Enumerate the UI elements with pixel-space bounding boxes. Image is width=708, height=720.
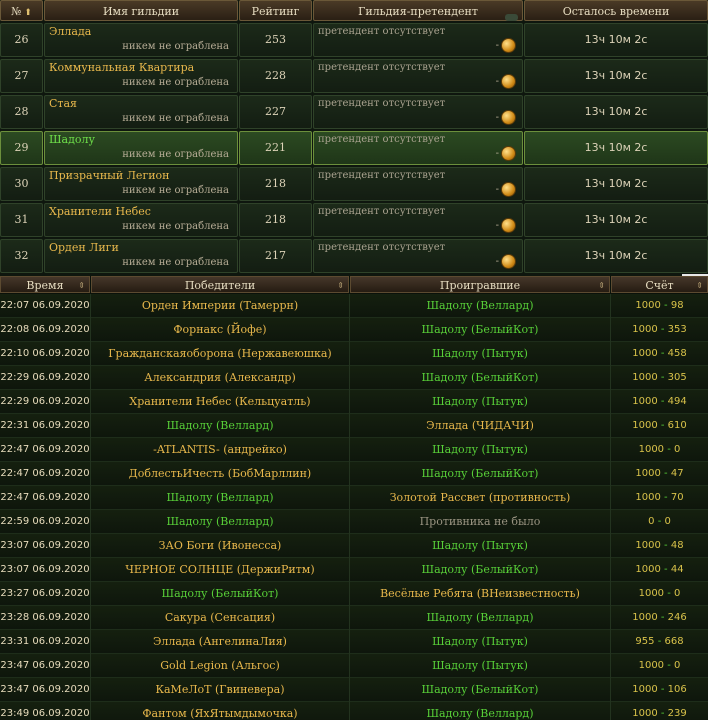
- battle-winner[interactable]: ДоблестьИчесть (БобМарллин): [128, 467, 312, 480]
- column-header-time[interactable]: [0, 276, 90, 293]
- battle-row: [0, 510, 708, 534]
- guild-rank: 32: [0, 239, 43, 273]
- column-header-number[interactable]: № ⬆: [0, 0, 43, 21]
- claimant-dash: -: [495, 76, 499, 87]
- score-loser: 98: [670, 300, 684, 311]
- claimant-dash: -: [495, 256, 499, 267]
- score-winner: 1000: [632, 612, 658, 623]
- robbery-status: никем не ограблена: [122, 41, 229, 52]
- score-loser: 668: [664, 636, 684, 647]
- battle-winner[interactable]: Сакура (Сенсация): [164, 611, 276, 624]
- scroll-knob[interactable]: [505, 14, 518, 21]
- guild-name[interactable]: Хранители Небес: [49, 205, 151, 218]
- sort-icon: ⇕: [78, 281, 85, 290]
- battle-loser[interactable]: Шадолу (Веллард): [426, 707, 534, 720]
- battle-row: [0, 534, 708, 558]
- guild-row[interactable]: [0, 130, 708, 165]
- battle-time: 22:29 06.09.2020: [0, 372, 90, 383]
- score-loser: 458: [667, 348, 687, 359]
- battle-time: 22:47 06.09.2020: [0, 468, 90, 479]
- guild-name[interactable]: Стая: [49, 97, 77, 110]
- battle-loser[interactable]: Шадолу (БелыйКот): [421, 371, 539, 384]
- score-loser: 0: [664, 516, 671, 527]
- battle-score: 1000 - 610: [632, 420, 687, 431]
- guild-name-cell: [44, 167, 238, 201]
- battle-row: [0, 390, 708, 414]
- battle-winner[interactable]: -ATLANTIS- (андрейко): [153, 443, 287, 456]
- claimant-cell: [313, 95, 523, 129]
- battle-time: 23:28 06.09.2020: [0, 612, 90, 623]
- guild-name-cell: [44, 239, 238, 273]
- battle-winner[interactable]: Фантом (ЯхЯтымдымочка): [142, 707, 298, 720]
- score-loser: 48: [670, 540, 684, 551]
- guild-rating: 217: [239, 239, 312, 273]
- battle-row: [0, 486, 708, 510]
- battle-score: 1000 - 106: [632, 684, 687, 695]
- guild-name-cell: [44, 131, 238, 165]
- battle-score: 1000 - 494: [632, 396, 687, 407]
- battle-winner[interactable]: Александрия (Александр): [144, 371, 296, 384]
- score-winner: 1000: [632, 708, 658, 719]
- guild-name[interactable]: Коммунальная Квартира: [49, 61, 195, 74]
- column-header-losers-label: Проигравшие: [439, 279, 521, 292]
- guild-rank: 29: [0, 131, 43, 165]
- battle-time: 23:49 06.09.2020: [0, 708, 90, 719]
- attack-coin-icon[interactable]: [501, 110, 516, 125]
- guild-row[interactable]: [0, 166, 708, 201]
- battle-score: 1000 - 239: [632, 708, 687, 719]
- guild-rating: 218: [239, 203, 312, 237]
- battle-winner[interactable]: Хранители Небес (Кельцуатль): [129, 395, 311, 408]
- battle-loser[interactable]: Эллада (ЧИДАЧИ): [426, 419, 534, 432]
- claimant-status: претендент отсутствует: [318, 170, 446, 181]
- battle-score: 1000 - 246: [632, 612, 687, 623]
- battle-winner[interactable]: Эллада (АнгелинаЛия): [153, 635, 287, 648]
- battle-score: 1000 - 0: [638, 588, 681, 599]
- guild-rating: 253: [239, 23, 312, 57]
- score-winner: 1000: [632, 324, 658, 335]
- column-header-score-label: Счёт: [645, 279, 674, 292]
- score-loser: 494: [667, 396, 687, 407]
- score-loser: 0: [674, 588, 681, 599]
- score-winner: 1000: [632, 684, 658, 695]
- battle-score: 1000 - 305: [632, 372, 687, 383]
- guild-name[interactable]: Орден Лиги: [49, 241, 119, 254]
- guild-name-cell: [44, 23, 238, 57]
- battle-winner[interactable]: КаМеЛоТ (Гвиневера): [155, 683, 285, 696]
- battle-score: 1000 - 70: [635, 492, 684, 503]
- battle-loser[interactable]: Шадолу (Пытук): [432, 443, 528, 456]
- battle-time: 22:07 06.09.2020: [0, 300, 90, 311]
- robbery-status: никем не ограблена: [122, 77, 229, 88]
- column-header-time-label: Время: [26, 279, 64, 292]
- battle-row: [0, 318, 708, 342]
- battle-loser[interactable]: Шадолу (Пытук): [432, 659, 528, 672]
- time-left: 13ч 10м 2с: [524, 59, 708, 93]
- claimant-status: претендент отсутствует: [318, 98, 446, 109]
- battle-loser[interactable]: Золотой Рассвет (противность): [389, 491, 571, 504]
- score-loser: 44: [670, 564, 684, 575]
- guild-rank: 26: [0, 23, 43, 57]
- sort-icon: ⇕: [696, 281, 703, 290]
- time-left: 13ч 10м 2с: [524, 239, 708, 273]
- attack-coin-icon[interactable]: [501, 74, 516, 89]
- score-winner: 1000: [635, 564, 661, 575]
- battle-row: [0, 558, 708, 582]
- guild-name-cell: [44, 59, 238, 93]
- battle-loser[interactable]: Весёлые Ребята (ВНеизвестность): [380, 587, 580, 600]
- column-divider: [90, 294, 91, 720]
- score-loser: 47: [670, 468, 684, 479]
- column-header-time-left[interactable]: Осталось времени: [524, 0, 708, 21]
- guild-rank: 31: [0, 203, 43, 237]
- battle-time: 23:31 06.09.2020: [0, 636, 90, 647]
- battle-loser[interactable]: Шадолу (БелыйКот): [421, 323, 539, 336]
- battle-history-table: [0, 276, 708, 720]
- score-winner: 1000: [632, 372, 658, 383]
- battle-row: [0, 294, 708, 318]
- score-loser: 0: [674, 660, 681, 671]
- score-loser: 353: [667, 324, 687, 335]
- battle-row: [0, 414, 708, 438]
- claimant-cell: [313, 131, 523, 165]
- column-divider: [349, 294, 350, 720]
- battle-score: 1000 - 44: [635, 564, 684, 575]
- battle-score: 1000 - 353: [632, 324, 687, 335]
- column-header-losers[interactable]: [350, 276, 610, 293]
- guild-rating: 227: [239, 95, 312, 129]
- time-left: 13ч 10м 2с: [524, 95, 708, 129]
- score-loser: 610: [667, 420, 687, 431]
- column-header-winners[interactable]: [91, 276, 349, 293]
- robbery-status: никем не ограблена: [122, 221, 229, 232]
- battle-loser[interactable]: Шадолу (БелыйКот): [421, 467, 539, 480]
- battle-winner[interactable]: Шадолу (Веллард): [166, 515, 274, 528]
- robbery-status: никем не ограблена: [122, 185, 229, 196]
- guild-row[interactable]: [0, 202, 708, 237]
- time-left: 13ч 10м 2с: [524, 203, 708, 237]
- time-left: 13ч 10м 2с: [524, 131, 708, 165]
- battle-loser[interactable]: Шадолу (Пытук): [432, 347, 528, 360]
- attack-coin-icon[interactable]: [501, 182, 516, 197]
- attack-coin-icon[interactable]: [501, 218, 516, 233]
- column-header-claimant[interactable]: Гильдия-претендент: [313, 0, 523, 21]
- claimant-cell: [313, 23, 523, 57]
- battle-row: [0, 630, 708, 654]
- battle-time: 22:47 06.09.2020: [0, 492, 90, 503]
- battle-loser[interactable]: Шадолу (Веллард): [426, 611, 534, 624]
- battle-row: [0, 462, 708, 486]
- battle-time: 23:47 06.09.2020: [0, 660, 90, 671]
- battle-time: 22:29 06.09.2020: [0, 396, 90, 407]
- claimant-status: претендент отсутствует: [318, 26, 446, 37]
- robbery-status: никем не ограблена: [122, 113, 229, 124]
- battle-winner[interactable]: Орден Империи (Тамеррн): [141, 299, 299, 312]
- guild-table-header: [0, 0, 708, 22]
- time-left: 13ч 10м 2с: [524, 23, 708, 57]
- battle-winner[interactable]: Шадолу (Веллард): [166, 491, 274, 504]
- battle-row: [0, 654, 708, 678]
- battle-winner[interactable]: Шадолу (Веллард): [166, 419, 274, 432]
- claimant-cell: [313, 239, 523, 273]
- robbery-status: никем не ограблена: [122, 149, 229, 160]
- score-winner: 1000: [632, 396, 658, 407]
- guild-rank: 28: [0, 95, 43, 129]
- battle-loser[interactable]: Шадолу (Пытук): [432, 539, 528, 552]
- battle-winner[interactable]: ЧЕРНОЕ СОЛНЦЕ (ДержиРитм): [125, 563, 315, 576]
- guild-rank: 27: [0, 59, 43, 93]
- claimant-cell: [313, 167, 523, 201]
- battle-loser[interactable]: Шадолу (Пытук): [432, 395, 528, 408]
- claimant-cell: [313, 203, 523, 237]
- score-winner: 1000: [635, 540, 661, 551]
- battle-row: [0, 366, 708, 390]
- guild-row[interactable]: [0, 238, 708, 273]
- battle-score: 1000 - 47: [635, 468, 684, 479]
- claimant-dash: -: [495, 148, 499, 159]
- column-divider: [610, 294, 611, 720]
- battle-time: 22:31 06.09.2020: [0, 420, 90, 431]
- battle-time: 22:59 06.09.2020: [0, 516, 90, 527]
- guild-name-cell: [44, 95, 238, 129]
- battle-row: [0, 702, 708, 720]
- attack-coin-icon[interactable]: [501, 146, 516, 161]
- battle-row: [0, 606, 708, 630]
- guild-rating: 228: [239, 59, 312, 93]
- guild-ranking-table: [0, 0, 708, 276]
- column-header-winners-label: Победители: [184, 279, 256, 292]
- battle-row: [0, 582, 708, 606]
- battle-score: 1000 - 0: [638, 660, 681, 671]
- guild-row[interactable]: [0, 58, 708, 93]
- battle-row: [0, 438, 708, 462]
- guild-rank: 30: [0, 167, 43, 201]
- score-winner: 1000: [638, 660, 665, 671]
- battle-time: 23:27 06.09.2020: [0, 588, 90, 599]
- guild-name[interactable]: Призрачный Легион: [49, 169, 170, 182]
- score-winner: 1000: [638, 588, 665, 599]
- column-header-rating[interactable]: Рейтинг: [239, 0, 312, 21]
- battle-winner[interactable]: Гражданскаяоборона (Нержавеюшка): [108, 347, 332, 360]
- score-winner: 1000: [635, 492, 661, 503]
- battle-winner[interactable]: ЗАО Боги (Ивонесса): [158, 539, 282, 552]
- column-header-guild-name[interactable]: Имя гильдии: [44, 0, 238, 21]
- battle-row: [0, 342, 708, 366]
- sort-icon: ⇕: [598, 281, 605, 290]
- battle-time: 22:47 06.09.2020: [0, 444, 90, 455]
- score-loser: 0: [674, 444, 681, 455]
- guild-name[interactable]: Эллада: [49, 25, 92, 38]
- claimant-status: претендент отсутствует: [318, 206, 446, 217]
- score-loser: 70: [670, 492, 684, 503]
- battle-table-header: [0, 276, 708, 294]
- attack-coin-icon[interactable]: [501, 254, 516, 269]
- battle-loser[interactable]: Противника не было: [419, 515, 541, 528]
- score-loser: 239: [667, 708, 687, 719]
- battle-score: 955 - 668: [635, 636, 684, 647]
- battle-score: 1000 - 0: [638, 444, 681, 455]
- score-loser: 106: [667, 684, 687, 695]
- guild-rating: 221: [239, 131, 312, 165]
- battle-score: 1000 - 48: [635, 540, 684, 551]
- score-winner: 0: [648, 516, 655, 527]
- score-loser: 246: [667, 612, 687, 623]
- battle-loser[interactable]: Шадолу (БелыйКот): [421, 683, 539, 696]
- score-winner: 1000: [632, 348, 658, 359]
- column-header-score[interactable]: [611, 276, 708, 293]
- score-winner: 955: [635, 636, 655, 647]
- claimant-status: претендент отсутствует: [318, 62, 446, 73]
- robbery-status: никем не ограблена: [122, 257, 229, 268]
- claimant-dash: -: [495, 40, 499, 51]
- battle-score: 1000 - 458: [632, 348, 687, 359]
- guild-row[interactable]: [0, 22, 708, 57]
- score-winner: 1000: [635, 300, 661, 311]
- guild-row[interactable]: [0, 94, 708, 129]
- score-winner: 1000: [638, 444, 665, 455]
- claimant-dash: -: [495, 184, 499, 195]
- battle-loser[interactable]: Шадолу (Пытук): [432, 635, 528, 648]
- battle-winner[interactable]: Шадолу (БелыйКот): [161, 587, 279, 600]
- battle-time: 23:07 06.09.2020: [0, 540, 90, 551]
- attack-coin-icon[interactable]: [501, 38, 516, 53]
- battle-winner[interactable]: Gold Legion (Альгос): [160, 659, 280, 672]
- score-winner: 1000: [632, 420, 658, 431]
- battle-loser[interactable]: Шадолу (Веллард): [426, 299, 534, 312]
- claimant-dash: -: [495, 220, 499, 231]
- battle-score: 0 - 0: [648, 516, 671, 527]
- claimant-dash: -: [495, 112, 499, 123]
- battle-time: 23:47 06.09.2020: [0, 684, 90, 695]
- battle-score: 1000 - 98: [635, 300, 684, 311]
- battle-time: 22:10 06.09.2020: [0, 348, 90, 359]
- battle-time: 22:08 06.09.2020: [0, 324, 90, 335]
- battle-time: 23:07 06.09.2020: [0, 564, 90, 575]
- time-left: 13ч 10м 2с: [524, 167, 708, 201]
- guild-name[interactable]: Шадолу: [49, 133, 95, 146]
- sort-icon: ⇕: [337, 281, 344, 290]
- claimant-status: претендент отсутствует: [318, 134, 446, 145]
- guild-name-cell: [44, 203, 238, 237]
- score-loser: 305: [667, 372, 687, 383]
- battle-winner[interactable]: Форнакс (Йофе): [173, 323, 267, 336]
- battle-loser[interactable]: Шадолу (БелыйКот): [421, 563, 539, 576]
- battle-row: [0, 678, 708, 702]
- claimant-status: претендент отсутствует: [318, 242, 446, 253]
- guild-rating: 218: [239, 167, 312, 201]
- score-winner: 1000: [635, 468, 661, 479]
- claimant-cell: [313, 59, 523, 93]
